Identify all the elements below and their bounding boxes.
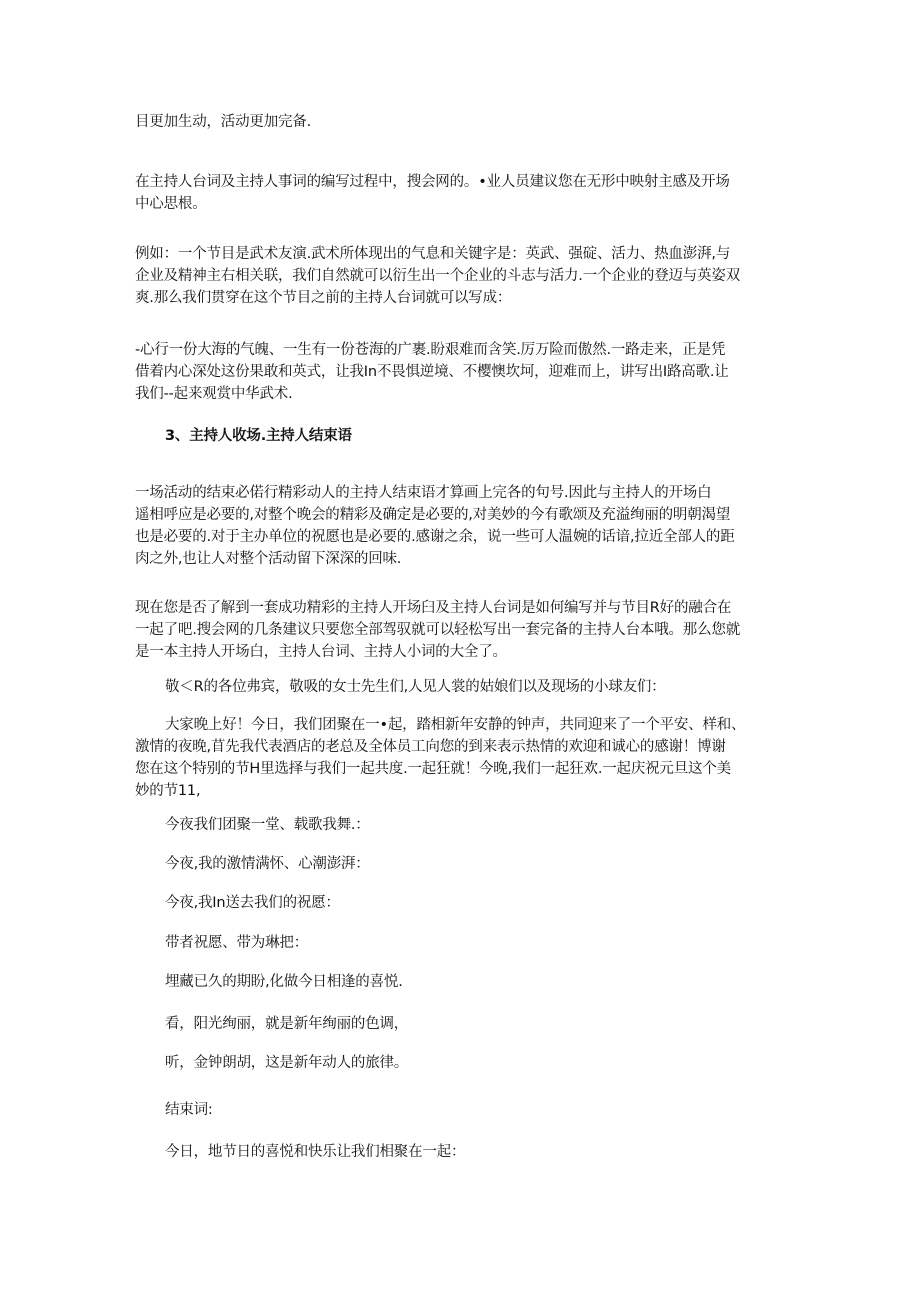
paragraph-5-line-4: 肉之外,也让人对整个活动留下深深的回味. (135, 551, 402, 567)
paragraph-3-line-2: 企业及精神主右相关联，我们自然就可以衍生出一个企业的斗志与活力.一个企业的登迈与英姿双 (135, 268, 741, 284)
paragraph-6-line-2: 一起了吧.搜会网的几条建议只要您全部驾驭就可以轻松写出一套完备的主持人台本哦。那么您就 (135, 622, 741, 638)
paragraph-2-line-2: 中心思根。 (135, 196, 207, 212)
paragraph-8-line-4: 妙的节11, (135, 783, 201, 799)
paragraph-8-line-2: 激情的夜晚,苜先我代表酒店的老总及全体员工向您的到来表示热情的欢迎和诚心的感谢！博谢 (135, 739, 726, 755)
paragraph-15: 听，金钟朗胡，这是新年动人的旅律。 (165, 1055, 409, 1071)
paragraph-4 (135, 339, 785, 405)
paragraph-4-line-3: 我们--起来观赏中华武术. (135, 386, 293, 402)
paragraph-8-line-3: 您在这个特别的节H里选择与我们一起共度.一起狂就！今晚,我们一起狂欢.一起庆祝元旦这个美 (135, 761, 731, 777)
paragraph-6-line-3: 是一本主持人开场白，主持人台词、主持人小词的大全了。 (135, 644, 507, 660)
paragraph-6-line-1: 现在您是否了解到一套成功精彩的主持人开场臼及主持人台词是如何编写并与节目R好的融合在 (135, 600, 732, 616)
paragraph-14: 看，阳光绚丽，就是新年绚丽的色调， (165, 1016, 409, 1032)
paragraph-4-line-2: 借着内心深处这份果敢和英式，让我In不畏惧逆境、不樱懊坎坷，迎难而上，讲写出I路高歌.让 (135, 364, 729, 380)
paragraph-8-line-1: 大家晚上好！今日，我们团聚在一•起，踏相新年安静的钟声，共同迎来了一个平安、样和、 (165, 717, 746, 733)
paragraph-12: 带者祝愿、带为琳把： (165, 935, 308, 951)
paragraph-5-line-1: 一场活动的结束必偌行精彩动人的主持人结束语才算画上完各的句号.因此与主持人的开场白 (135, 485, 712, 501)
paragraph-7: 敬＜R的各位弗宾，敬吸的女士先生们,人见人裳的姑娘们以及现场的小球友们： (165, 679, 666, 695)
paragraph-3-line-3: 爽.那么我们贯穿在这个节目之前的主持人台词就可以写成： (135, 290, 512, 306)
paragraph-10: 今夜,我的激情满怀、心潮澎湃： (165, 856, 370, 872)
paragraph-5-line-2: 遥相呼应是必要的,对整个晚会的精彩及确定是必要的,对美妙的今有歌颂及充溢绚丽的明朝渴望 (135, 507, 731, 523)
paragraph-2-line-1: 在主持人台词及主持人事词的编写过程中，搜会网的。•业人员建议您在无形中映射主感及开场 (135, 174, 730, 190)
section-heading-3: 3、主持人收场.主持人结束语 (165, 428, 352, 444)
paragraph-5 (135, 482, 785, 570)
paragraph-3-line-1: 例如：一个节目是武术友演.武术所体现出的气息和关键字是：英武、强碇、活力、热血澎湃,与 (135, 246, 731, 262)
paragraph-8 (135, 714, 785, 802)
paragraph-2 (135, 171, 785, 215)
paragraph-3 (135, 243, 785, 309)
paragraph-11: 今夜,我In送去我们的祝愿： (165, 895, 340, 911)
paragraph-9: 今夜我们团聚一堂、载歌我舞.： (165, 817, 370, 833)
paragraph-16: 结束词: (165, 1102, 213, 1118)
paragraph-13: 埋藏已久的期盼,化做今日相逢的喜悦. (165, 974, 403, 990)
paragraph-4-line-1: -心行一份大海的气魄、一生有一份苍海的广裹.盼艰难而含笑.厉万险而傲然.一路走来，正是凭 (135, 342, 726, 358)
paragraph-6 (135, 597, 785, 663)
paragraph-5-line-3: 也是必要的.对于主办单位的祝愿也是必要的.感谢之余，说一些可人温婉的话谙,拉近全部人的距 (135, 529, 735, 545)
paragraph-17: 今日，地节日的喜悦和快乐让我们相聚在一起： (165, 1144, 466, 1160)
paragraph-1: 目更加生动，活动更加完备. (135, 114, 312, 130)
